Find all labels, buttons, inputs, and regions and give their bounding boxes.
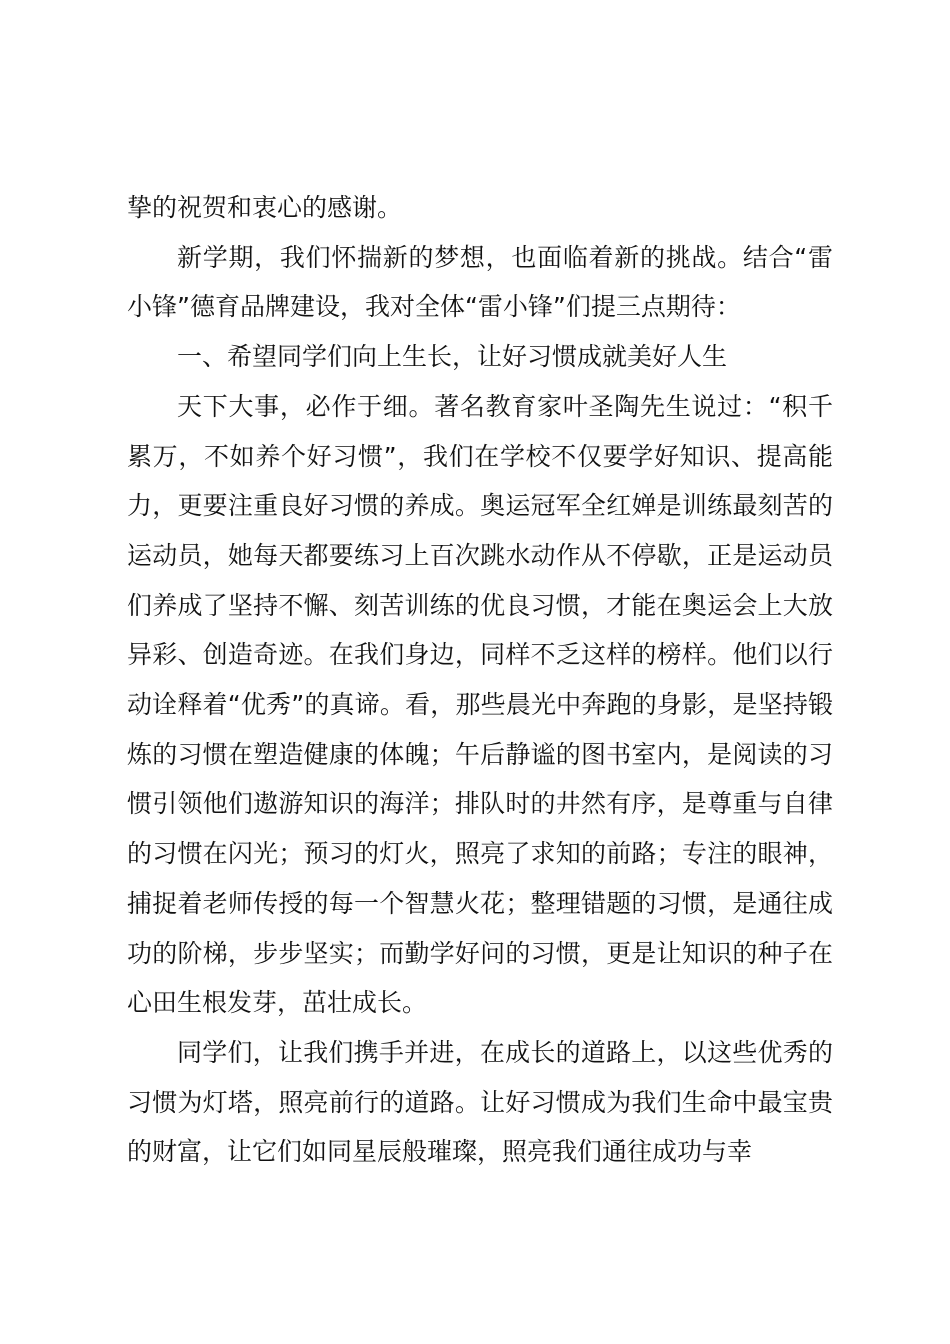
body-text bbox=[127, 183, 833, 1177]
paragraph-good-habits: 天下大事，必作于细。著名教育家叶圣陶先生说过：“积千累万，不如养个好习惯”，我们在学校不仅要学好知识、提高能力，更要注重良好习惯的养成。奥运冠军全红婵是训练最刻苦的运动员，她每天都要练习上百次跳水动作从不停歇，正是运动员们养成了坚持不懈、刻苦训练的优良习惯，才能在奥运会上大放异彩、创造奇迹。在我们身边，同样不乏这样的榜样。他们以行动诠释着“优秀”的真谛。看，那些晨光中奔跑的身影，是坚持锻炼的习惯在塑造健康的体魄；午后静谧的图书室内，是阅读的习惯引领他们遨游知识的海洋；排队时的井然有序，是尊重与自律的习惯在闪光；预习的灯火，照亮了求知的前路；专注的眼神，捕捉着老师传授的每一个智慧火花；整理错题的习惯，是通往成功的阶梯，步步坚实；而勤学好问的习惯，更是让知识的种子在心田生根发芽，茁壮成长。 bbox=[127, 391, 833, 1018]
paragraph-classmates: 同学们，让我们携手并进，在成长的道路上，以这些优秀的习惯为灯塔，照亮前行的道路。让好习惯成为我们生命中最宝贵的财富，让它们如同星辰般璀璨，照亮我们通往成功与幸 bbox=[127, 1037, 833, 1167]
paragraph-new-semester: 新学期，我们怀揣新的梦想，也面临着新的挑战。结合“雷小锋”德育品牌建设，我对全体“雷小锋”们提三点期待： bbox=[127, 242, 833, 322]
section-heading-one: 一、希望同学们向上生长，让好习惯成就美好人生 bbox=[177, 342, 728, 372]
paragraph-continuation: 挚的祝贺和衷心的感谢。 bbox=[127, 193, 403, 222]
